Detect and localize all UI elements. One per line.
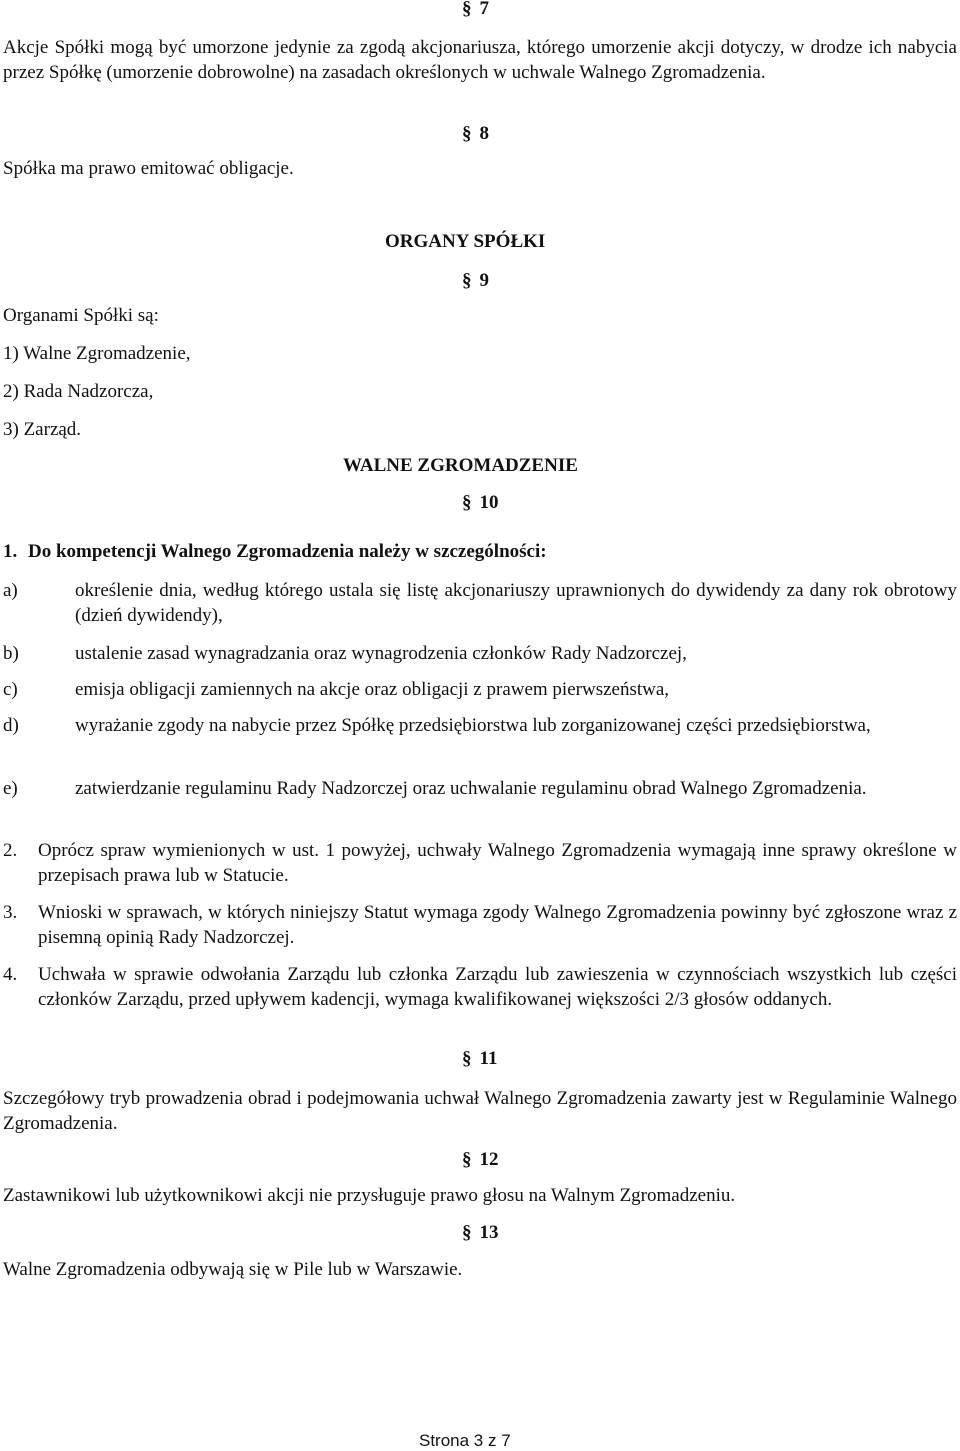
section-13-text: Walne Zgromadzenia odbywają się w Pile lub w Warszawie. — [3, 1259, 463, 1280]
section-sign: § — [462, 123, 472, 144]
section-number: 10 — [479, 492, 499, 513]
point-text: Uchwała w sprawie odwołania Zarządu lub członka Zarządu lub zawieszenia w czynnościach wszystkich lub części członków Zarządu, przed upływem kadencji, wymaga kwalifikowanej większości 2/3 głosów oddanych. — [38, 964, 957, 1010]
point-number: 2. — [3, 840, 18, 861]
item-text: ustalenie zasad wynagradzania oraz wynagrodzenia członków Rady Nadzorczej, — [75, 643, 687, 664]
section-11-heading — [462, 1048, 497, 1070]
section-sign: § — [462, 270, 472, 291]
section-10-point-4 — [3, 962, 957, 1012]
section-13-heading — [462, 1222, 499, 1244]
list-item: 1) Walne Zgromadzenie, — [3, 343, 191, 364]
list-item — [3, 578, 957, 628]
point-text: Oprócz spraw wymienionych w ust. 1 powyżej, uchwały Walnego Zgromadzenia wymagają inne sprawy określone w przepisach prawa lub w Statucie. — [38, 840, 957, 886]
list-item — [3, 641, 957, 666]
item-letter: b) — [3, 643, 19, 664]
section-11-text: Szczegółowy tryb prowadzenia obrad i podejmowania uchwał Walnego Zgromadzenia zawarty jest w Regulaminie Walnego Zgromadzenia. — [3, 1088, 957, 1134]
section-7-heading — [462, 0, 489, 20]
list-item: 3) Zarząd. — [3, 419, 82, 440]
point-number: 4. — [3, 964, 18, 985]
item-letter: d) — [3, 715, 19, 736]
section-sign: § — [462, 0, 472, 19]
section-10-heading — [462, 492, 499, 514]
item-letter: c) — [3, 679, 18, 700]
point-text: Do kompetencji Walnego Zgromadzenia należy w szczególności: — [28, 541, 547, 562]
item-text: wyrażanie zgody na nabycie przez Spółkę przedsiębiorstwa lub zorganizowanej części przedsiębiorstwa, — [75, 715, 871, 736]
organy-heading: ORGANY SPÓŁKI — [385, 231, 546, 252]
section-10-point-2 — [3, 838, 957, 888]
point-number: 3. — [3, 902, 18, 923]
section-9-intro: Organami Spółki są: — [3, 305, 159, 326]
section-number: 7 — [479, 0, 489, 19]
item-text: określenie dnia, według którego ustala się listę akcjonariuszy uprawnionych do dywidendy za dany rok obrotowy (dzień dywidendy), — [75, 580, 957, 626]
section-sign: § — [462, 1149, 472, 1170]
section-8-text: Spółka ma prawo emitować obligacje. — [3, 158, 294, 179]
list-item — [3, 776, 957, 801]
list-item — [3, 713, 957, 738]
section-number: 12 — [479, 1149, 499, 1170]
section-10-point-1 — [3, 541, 547, 563]
section-number: 9 — [479, 270, 489, 291]
page-footer: Strona 3 z 7 — [419, 1431, 511, 1450]
section-sign: § — [462, 1222, 472, 1243]
section-12-text: Zastawnikowi lub użytkownikowi akcji nie przysługuje prawo głosu na Walnym Zgromadzeniu. — [3, 1185, 736, 1206]
section-8-heading — [462, 123, 489, 145]
section-sign: § — [462, 1048, 472, 1069]
point-number: 1. — [3, 541, 18, 562]
section-7-text: Akcje Spółki mogą być umorzone jedynie za zgodą akcjonariusza, którego umorzenie akcji dotyczy, w drodze ich nabycia przez Spółkę (umorzenie dobrowolne) na zasadach określonych w uchwale Walnego Zgromadzenia. — [3, 37, 957, 83]
item-text: zatwierdzanie regulaminu Rady Nadzorczej oraz uchwalanie regulaminu obrad Walnego Zgromadzenia. — [75, 778, 867, 799]
item-letter: e) — [3, 778, 18, 799]
point-text: Wnioski w sprawach, w których niniejszy Statut wymaga zgody Walnego Zgromadzenia powinny być zgłoszone wraz z pisemną opinią Rady Nadzorczej. — [38, 902, 957, 948]
item-letter: a) — [3, 580, 18, 601]
section-sign: § — [462, 492, 472, 513]
section-number: 11 — [479, 1048, 498, 1069]
list-item: 2) Rada Nadzorcza, — [3, 381, 154, 402]
section-9-heading — [462, 270, 489, 292]
walne-heading: WALNE ZGROMADZENIE — [343, 455, 578, 476]
section-12-heading — [462, 1149, 499, 1171]
section-number: 13 — [479, 1222, 499, 1243]
section-number: 8 — [479, 123, 489, 144]
item-text: emisja obligacji zamiennych na akcje oraz obligacji z prawem pierwszeństwa, — [75, 679, 670, 700]
section-10-point-3 — [3, 900, 957, 950]
list-item — [3, 677, 957, 702]
